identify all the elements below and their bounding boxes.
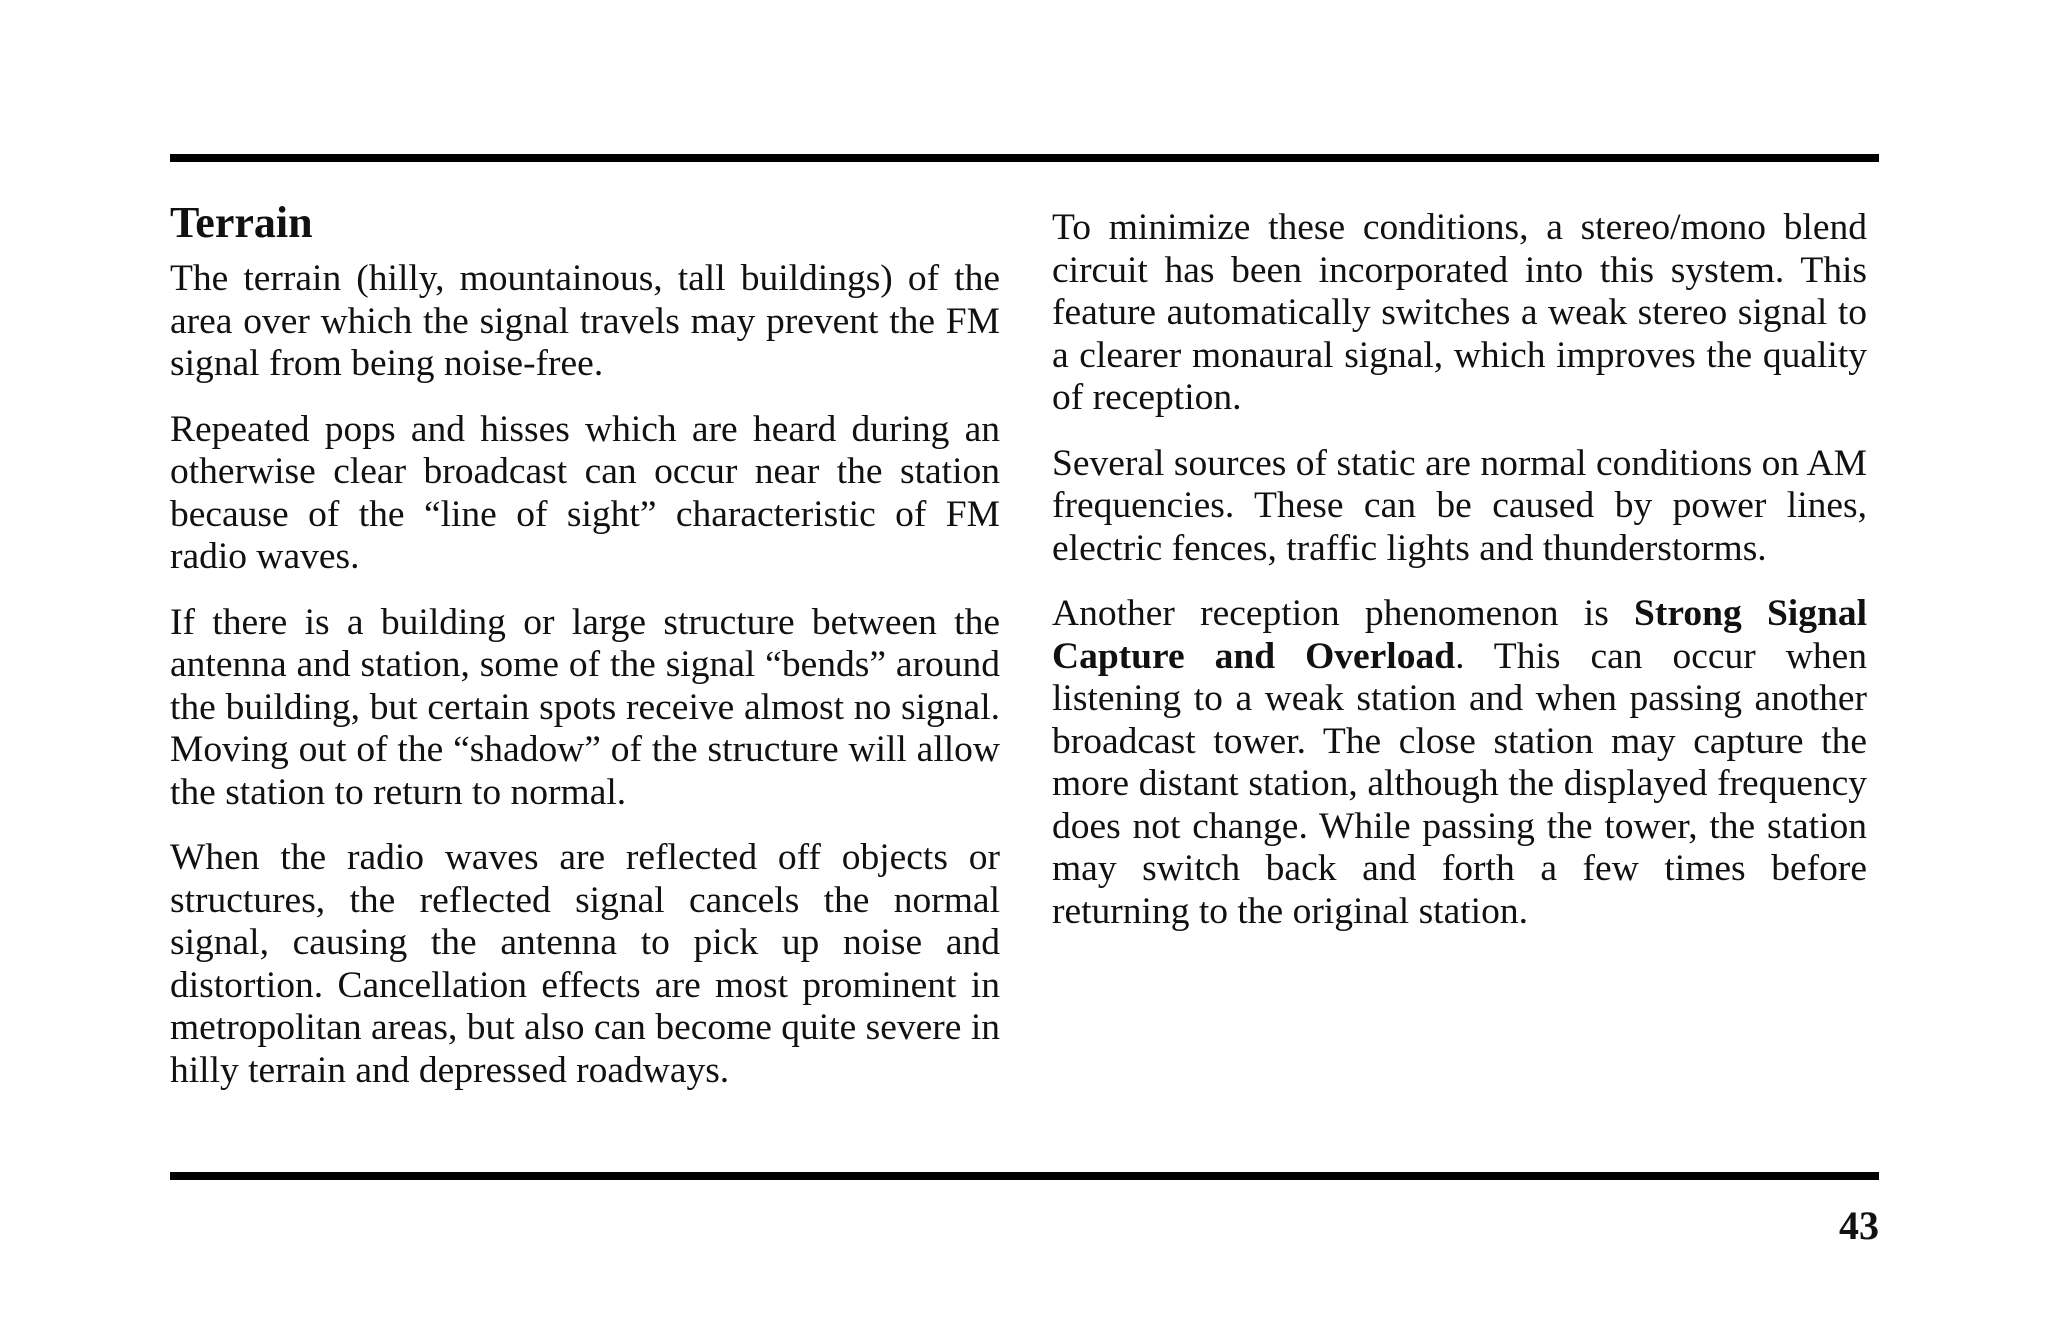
section-heading: Terrain [170,198,313,247]
bottom-rule [170,1172,1879,1180]
strong-signal-lead-text: Another reception phenomenon is [1052,593,1635,634]
strong-signal-rest-text: . This can occur when listening to a weak station and when passing another broadcast tower. The close station may capture the more distant station, although the displayed frequency does not change. While passing the tower, the station may switch back and forth a few times before returning to the original station. [1052,635,1867,932]
terrain-paragraph-3: If there is a building or large structure between the antenna and station, some of the signal “bends” around the building, but certain spots receive almost no signal. Moving out of the “shadow” of the structure will allow the station to return to normal. [170,601,1000,813]
terrain-paragraph-4: When the radio waves are reflected off objects or structures, the reflected signal cancels the normal signal, causing the antenna to pick up noise and distortion. Cancellation effects are most prominent in metropolitan areas, but also can become quite severe in hilly terrain and depressed roadways. [170,837,1000,1091]
static-sources-paragraph: Several sources of static are normal conditions on AM frequencies. These can be caused by power lines, electric fences, traffic lights and thunderstorms. [1052,442,1867,569]
left-column [170,196,1000,1115]
stereo-mono-paragraph: To minimize these conditions, a stereo/mono blend circuit has been incorporated into this system. This feature automatically switches a weak stereo signal to a clearer monaural signal, which improves the quality of reception. [1052,207,1867,418]
top-rule [170,154,1879,162]
terrain-paragraph-1: The terrain (hilly, mountainous, tall buildings) of the area over which the signal travels may prevent the FM signal from being noise-free. [170,258,1000,384]
terrain-paragraph-2: Repeated pops and hisses which are heard during an otherwise clear broadcast can occur near the station because of the “line of sight” characteristic of FM radio waves. [170,408,1000,577]
strong-signal-paragraph [1052,593,1867,933]
page-number: 43 [1839,1203,1879,1248]
right-column [1052,207,1867,956]
strong-signal-bold-term: Strong Signal Capture and Overload [1052,593,1867,677]
